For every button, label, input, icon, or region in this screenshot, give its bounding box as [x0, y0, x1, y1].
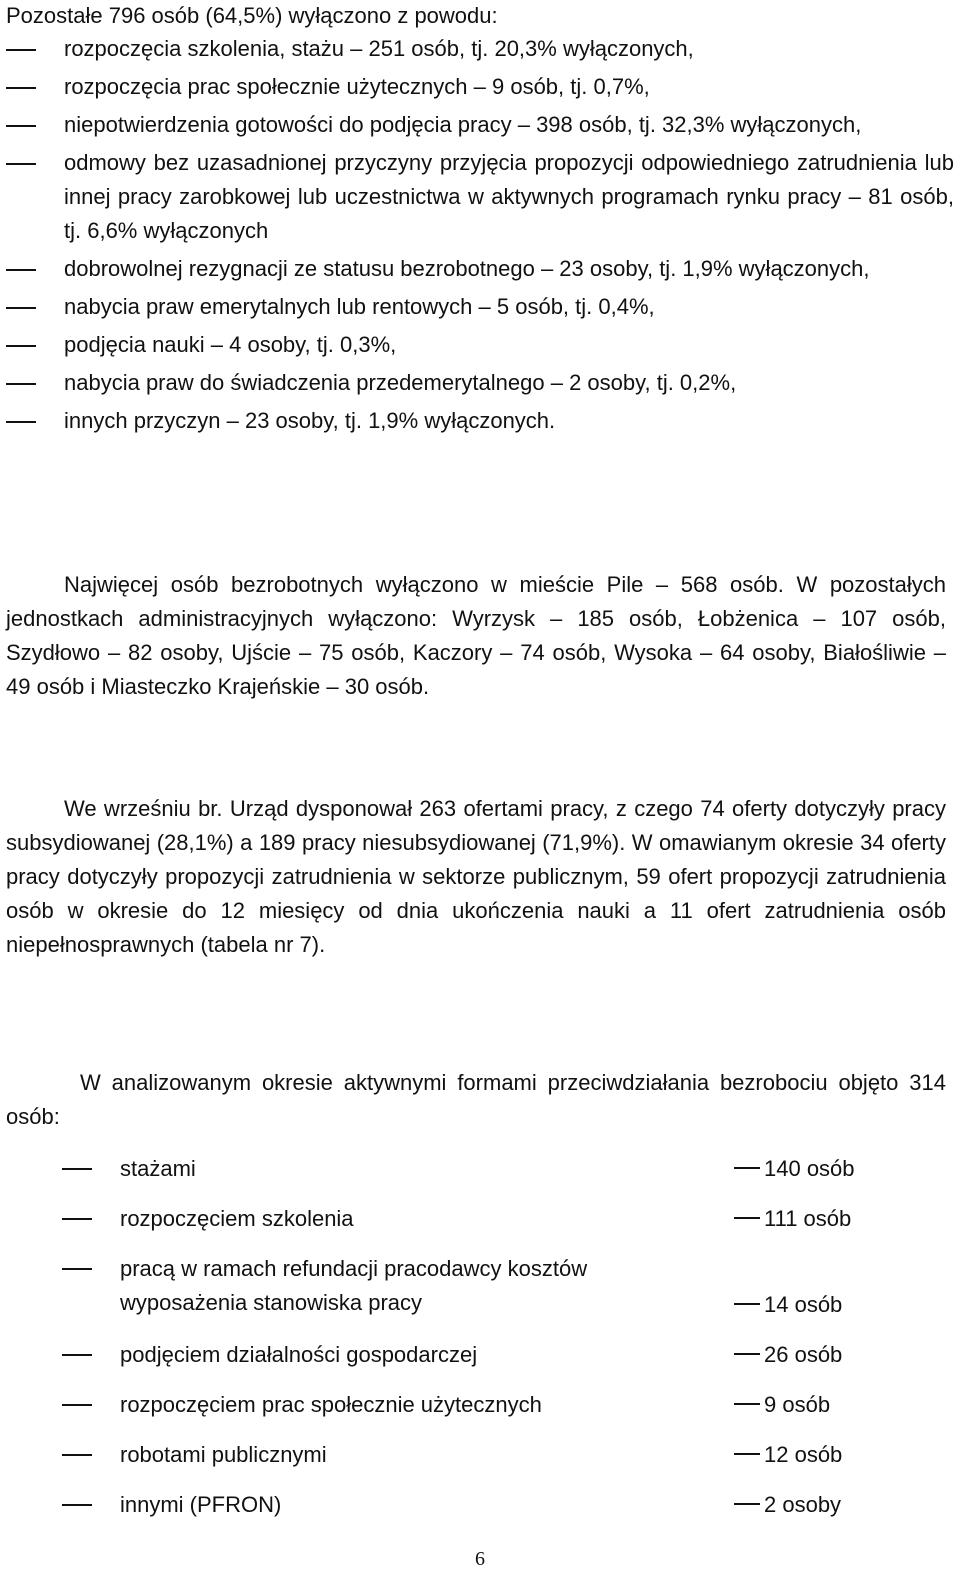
- form-value: 140 osób: [734, 1152, 855, 1186]
- paragraph-active-forms-intro: W analizowanym okresie aktywnymi formami przeciwdziałania bezrobociu objęto 314 osób:: [6, 1070, 946, 1129]
- dash-bullet: [62, 1354, 92, 1356]
- list-item: odmowy bez uzasadnionej przyczyny przyjęcia propozycji odpowiedniego zatrudnienia lub innej pracy zarobkowej lub uczestnictwa w aktywnych programach rynku pracy – 81 osób, tj. 6,6% wyłączonych: [6, 146, 954, 248]
- dash-bullet: [62, 1504, 92, 1506]
- list-item: rozpoczęcia szkolenia, stażu – 251 osób, tj. 20,3% wyłączonych,: [6, 32, 954, 66]
- list-item: [6, 1484, 946, 1534]
- dash-bullet: [6, 345, 36, 347]
- list-item: [6, 1384, 946, 1434]
- list-item: [6, 1434, 946, 1484]
- paragraph-deregistration-by-area: Najwięcej osób bezrobotnych wyłączono w mieście Pile – 568 osób. W pozostałych jednostkach administracyjnych wyłączono: Wyrzysk – 185 osób, Łobżenica – 107 osób, Szydłowo – 82 osoby, Ujście – 75 osób, Kaczory – 74 osób, Wysoka – 64 osoby, Białośliwie – 49 osób i Miasteczko Krajeńskie – 30 osób.: [6, 572, 946, 699]
- dash-bullet: [62, 1268, 92, 1270]
- dash-bullet: [6, 307, 36, 309]
- form-label: podjęciem działalności gospodarczej: [120, 1342, 478, 1367]
- dash-bullet: [62, 1218, 92, 1220]
- list-item: [6, 1334, 946, 1384]
- list-item: [6, 1248, 946, 1334]
- form-value: 2 osoby: [734, 1488, 841, 1522]
- list-item: [6, 1148, 946, 1198]
- list-item: rozpoczęcia prac społecznie użytecznych – 9 osób, tj. 0,7%,: [6, 70, 954, 104]
- list-item: podjęcia nauki – 4 osoby, tj. 0,3%,: [6, 328, 954, 362]
- form-label: rozpoczęciem szkolenia: [120, 1206, 354, 1231]
- form-value: 12 osób: [734, 1438, 842, 1472]
- page-number: 6: [475, 1548, 485, 1570]
- form-label: rozpoczęciem prac społecznie użytecznych: [120, 1392, 542, 1417]
- list-item: [6, 1198, 946, 1248]
- dash-bullet: [62, 1168, 92, 1170]
- active-forms-list: [6, 1148, 946, 1534]
- intro-line: Pozostałe 796 osób (64,5%) wyłączono z powodu:: [6, 3, 498, 28]
- list-item: nabycia praw do świadczenia przedemerytalnego – 2 osoby, tj. 0,2%,: [6, 366, 954, 400]
- form-label: robotami publicznymi: [120, 1442, 327, 1467]
- form-value: 9 osób: [734, 1388, 830, 1422]
- form-value: 111 osób: [734, 1202, 851, 1236]
- dash-bullet: [6, 269, 36, 271]
- dash-bullet: [6, 383, 36, 385]
- reasons-list: [6, 32, 954, 438]
- dash-bullet: [6, 87, 36, 89]
- form-label: stażami: [120, 1156, 196, 1181]
- list-item: niepotwierdzenia gotowości do podjęcia pracy – 398 osób, tj. 32,3% wyłączonych,: [6, 108, 954, 142]
- paragraph-job-offers: We wrześniu br. Urząd dysponował 263 ofertami pracy, z czego 74 oferty dotyczyły pracy subsydiowanej (28,1%) a 189 pracy niesubsydiowanej (71,9%). W omawianym okresie 34 oferty pracy dotyczyły propozycji zatrudnienia w sektorze publicznym, 59 ofert propozycji zatrudnienia osób w okresie do 12 miesięcy od dnia ukończenia nauki a 11 ofert zatrudnienia osób niepełnosprawnych (tabela nr 7).: [6, 796, 946, 957]
- list-item: nabycia praw emerytalnych lub rentowych – 5 osób, tj. 0,4%,: [6, 290, 954, 324]
- dash-bullet: [62, 1454, 92, 1456]
- dash-bullet: [6, 49, 36, 51]
- dash-bullet: [6, 163, 36, 165]
- list-item: dobrowolnej rezygnacji ze statusu bezrobotnego – 23 osoby, tj. 1,9% wyłączonych,: [6, 252, 954, 286]
- dash-bullet: [62, 1404, 92, 1406]
- dash-bullet: [6, 125, 36, 127]
- form-value: 26 osób: [734, 1338, 842, 1372]
- form-label: innymi (PFRON): [120, 1492, 282, 1517]
- form-value: 14 osób: [734, 1288, 842, 1322]
- dash-bullet: [6, 421, 36, 423]
- form-label: pracą w ramach refundacji pracodawcy kosztów wyposażenia stanowiska pracy: [120, 1256, 588, 1315]
- list-item: innych przyczyn – 23 osoby, tj. 1,9% wyłączonych.: [6, 404, 954, 438]
